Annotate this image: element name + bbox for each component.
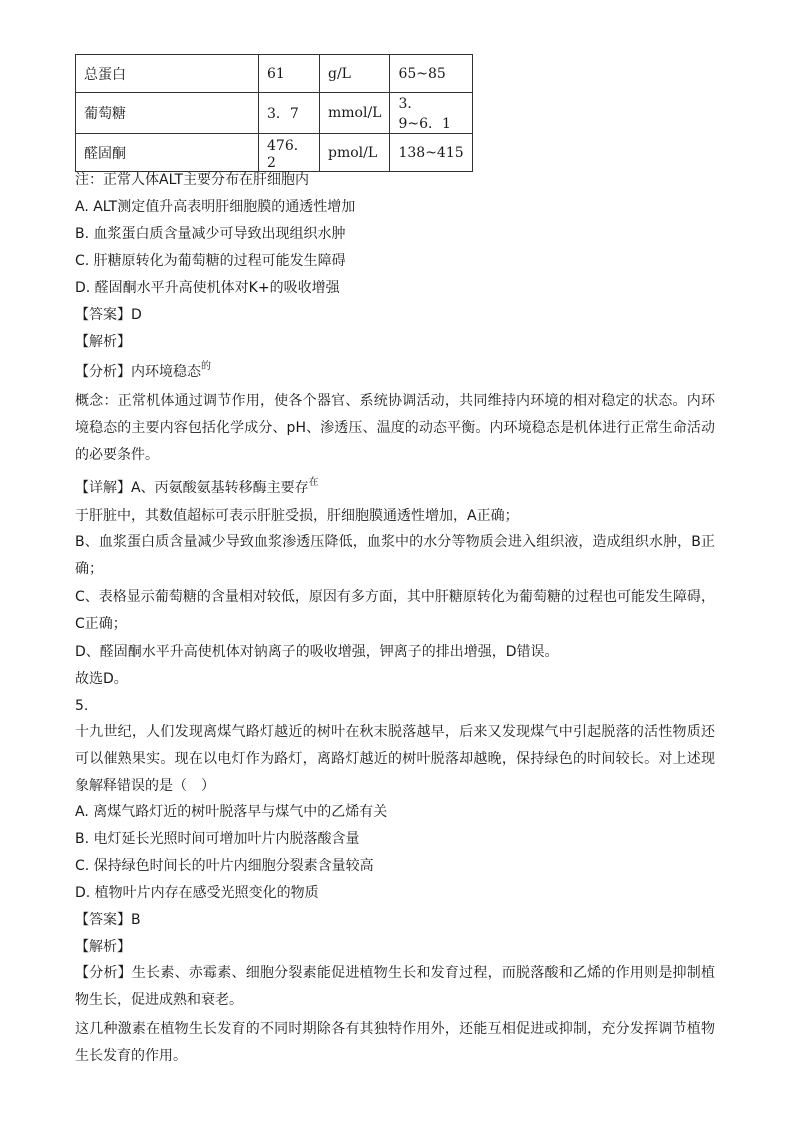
table-cell: g/L bbox=[320, 55, 390, 93]
table-cell: 65~85 bbox=[390, 55, 472, 93]
detail-d: D、醛固酮水平升高使机体对钠离子的吸收增强，钾离子的排出增强，D错误。 bbox=[75, 644, 559, 660]
analysis-fenxi-head: 【分析】内环境稳态$^的$ bbox=[75, 361, 211, 380]
table-row bbox=[76, 93, 473, 134]
analysis-fenxi-body: 概念：正常机体通过调节作用，使各个器官、系统协调活动，共同维持内环境的相对稳定的状态。内环境稳态的主要内容包括化学成分、pH、渗透压、温度的动态平衡。内环境稳态是机体进行正常生命活动的必要条件。 bbox=[75, 393, 715, 463]
question-stem: 十九世纪，人们发现离煤气路灯越近的树叶在秋末脱落越早，后来又发现煤气中引起脱落的活性物质还可以催熟果实。现在以电灯作为路灯，离路灯越近的树叶脱落却越晚，保持绿色的时间较长。对上述现象解释错误的是（ ） bbox=[75, 724, 715, 794]
option-b: B. 血浆蛋白质含量减少可导致出现组织水肿 bbox=[75, 226, 346, 242]
option-d: D. 醛固酮水平升高使机体对K+的吸收增强 bbox=[75, 280, 340, 296]
table-cell: 3．7 bbox=[259, 93, 320, 134]
option-a: A. ALT测定值升高表明肝细胞膜的通透性增加 bbox=[75, 199, 356, 215]
analysis-heading: 【解析】 bbox=[75, 334, 131, 350]
analysis-fenxi: 【分析】生长素、赤霉素、细胞分裂素能促进植物生长和发育过程，而脱落酸和乙烯的作用则是抑制植物生长，促进成熟和衰老。 bbox=[75, 965, 715, 1008]
detail-c: C、表格显示葡萄糖的含量相对较低，原因有多方面，其中肝糖原转化为葡萄糖的过程也可能发生障碍，C正确； bbox=[75, 589, 715, 632]
table-cell: 138~415 bbox=[390, 134, 472, 172]
table-row bbox=[76, 55, 473, 93]
option-a: A. 离煤气路灯近的树叶脱落早与煤气中的乙烯有关 bbox=[75, 804, 388, 820]
option-c: C. 保持绿色时间长的叶片内细胞分裂素含量较高 bbox=[75, 858, 374, 874]
answer-label: 【答案】B bbox=[75, 912, 141, 928]
table-cell: 3．9~6．1 bbox=[390, 93, 472, 134]
analysis-heading: 【解析】 bbox=[75, 939, 131, 955]
analysis-extra: 这几种激素在植物生长发育的不同时期除各有其独特作用外，还能互相促进或抑制，充分发挥调节植物生长发育的作用。 bbox=[75, 1021, 715, 1064]
detail-b: B、血浆蛋白质含量减少导致血浆渗透压降低，血浆中的水分等物质会进入组织液，造成组织水肿，B正确； bbox=[75, 534, 715, 577]
conclusion: 故选D。 bbox=[75, 671, 128, 687]
table-cell: 醛固酮 bbox=[76, 134, 259, 172]
table-row bbox=[76, 134, 473, 172]
option-c: C. 肝糖原转化为葡萄糖的过程可能发生障碍 bbox=[75, 253, 346, 269]
answer-label: 【答案】D bbox=[75, 307, 142, 323]
table-cell: 总蛋白 bbox=[76, 55, 259, 93]
table-note: 注：正常人体ALT主要分布在肝细胞内 bbox=[75, 172, 310, 188]
question-number: 5. bbox=[75, 698, 89, 714]
option-d: D. 植物叶片内存在感受光照变化的物质 bbox=[75, 885, 319, 901]
option-b: B. 电灯延长光照时间可增加叶片内脱落酸含量 bbox=[75, 831, 360, 847]
detail-a: 于肝脏中，其数值超标可表示肝脏受损，肝细胞膜通透性增加，A正确； bbox=[75, 508, 519, 524]
table-cell: mmol/L bbox=[320, 93, 390, 134]
lab-results-table bbox=[75, 54, 473, 172]
table-cell: pmol/L bbox=[320, 134, 390, 172]
table-cell: 61 bbox=[259, 55, 320, 93]
table-cell: 葡萄糖 bbox=[76, 93, 259, 134]
table-cell: 476．2 bbox=[259, 134, 320, 172]
detail-head: 【详解】A、丙氨酸氨基转移酶主要存$^在$ bbox=[75, 477, 319, 496]
